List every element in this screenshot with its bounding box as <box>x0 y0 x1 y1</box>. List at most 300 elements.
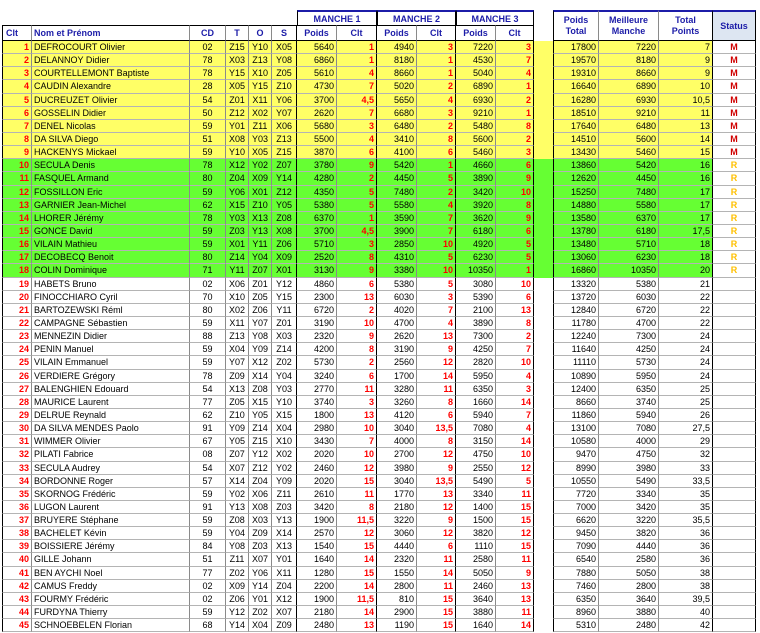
s-cell: Z03 <box>272 501 297 514</box>
cd-cell: 62 <box>190 199 226 212</box>
m3-clt-cell: 8 <box>496 120 534 133</box>
m2-poids-cell: 3190 <box>377 343 417 356</box>
m1-poids-cell: 3420 <box>297 501 337 514</box>
m3-clt-cell: 1 <box>496 107 534 120</box>
m1-poids-cell: 2180 <box>297 606 337 619</box>
m3-clt-cell: 2 <box>496 133 534 146</box>
cd-cell: 78 <box>190 212 226 225</box>
total-points-cell: 24 <box>659 330 713 343</box>
rank-cell: 13 <box>2 199 32 212</box>
m1-poids-cell: 1800 <box>297 409 337 422</box>
m1-clt-cell: 11,5 <box>337 514 377 527</box>
m3-poids-cell: 3920 <box>456 199 496 212</box>
rank-cell: 33 <box>2 462 32 475</box>
total-points-cell: 22 <box>659 291 713 304</box>
m1-poids-cell: 6860 <box>297 54 337 67</box>
rank-cell: 29 <box>2 409 32 422</box>
m3-clt-cell: 4 <box>496 370 534 383</box>
poids-total-cell: 6620 <box>553 514 599 527</box>
m1-poids-cell: 5730 <box>297 356 337 369</box>
rank-cell: 43 <box>2 593 32 606</box>
poids-total-cell: 14880 <box>553 199 599 212</box>
m1-poids-cell: 4200 <box>297 343 337 356</box>
m2-clt-header: Clt <box>417 25 456 41</box>
name-cell: CAMPAGNE Sébastien <box>32 317 190 330</box>
name-cell: BACHELET Kévin <box>32 527 190 540</box>
cd-header: CD <box>190 25 226 41</box>
m3-poids-cell: 5940 <box>456 409 496 422</box>
m2-clt-cell: 12 <box>417 501 456 514</box>
best-manche-cell: 3220 <box>599 514 659 527</box>
poids-total-cell: 10550 <box>553 475 599 488</box>
name-cell: DA SILVA Diego <box>32 133 190 146</box>
m3-clt-cell: 11 <box>496 488 534 501</box>
total-points-cell: 36 <box>659 540 713 553</box>
m1-clt-cell: 2 <box>337 304 377 317</box>
poids-total-cell: 8660 <box>553 396 599 409</box>
m2-clt-cell: 9 <box>417 462 456 475</box>
best-manche-cell: 3740 <box>599 396 659 409</box>
s-cell: Z15 <box>272 146 297 159</box>
m2-clt-cell: 2 <box>417 80 456 93</box>
best-manche-cell: 5730 <box>599 356 659 369</box>
m1-poids-cell: 4860 <box>297 278 337 291</box>
m1-clt-cell: 5 <box>337 186 377 199</box>
m1-poids-cell: 3740 <box>297 396 337 409</box>
o-cell: Z14 <box>249 422 272 435</box>
poids-total-cell: 8960 <box>553 606 599 619</box>
name-cell: FOSSILLON Eric <box>32 186 190 199</box>
m1-clt-cell: 1 <box>337 41 377 54</box>
m2-clt-cell: 14 <box>417 370 456 383</box>
m2-clt-cell: 12 <box>417 448 456 461</box>
m1-clt-cell: 2 <box>337 356 377 369</box>
cd-cell: 84 <box>190 540 226 553</box>
total-points-cell: 9 <box>659 67 713 80</box>
total-points-cell: 24 <box>659 356 713 369</box>
m3-clt-cell: 3 <box>496 41 534 54</box>
o-cell: Y04 <box>249 251 272 264</box>
cd-cell: 59 <box>190 225 226 238</box>
m2-clt-cell: 9 <box>417 343 456 356</box>
rank-cell: 12 <box>2 186 32 199</box>
status-cell: M <box>713 54 756 67</box>
status-cell: R <box>713 225 756 238</box>
cd-cell: 91 <box>190 501 226 514</box>
total-points-cell: 32 <box>659 448 713 461</box>
o-cell: Y07 <box>249 317 272 330</box>
rank-cell: 16 <box>2 238 32 251</box>
poids-total-cell: 7090 <box>553 540 599 553</box>
m1-clt-cell: 10 <box>337 317 377 330</box>
o-cell: Z03 <box>249 540 272 553</box>
m3-poids-cell: 5460 <box>456 146 496 159</box>
m3-clt-header: Clt <box>496 25 534 41</box>
row-gap <box>534 251 553 264</box>
m2-clt-cell: 3 <box>417 41 456 54</box>
name-cell: GILLE Johann <box>32 553 190 566</box>
t-cell: X07 <box>226 462 249 475</box>
s-cell: X15 <box>272 409 297 422</box>
m3-clt-cell: 14 <box>496 396 534 409</box>
s-cell: Z02 <box>272 356 297 369</box>
o-cell: Z02 <box>249 606 272 619</box>
ranking-row <box>2 251 756 264</box>
m2-poids-cell: 3980 <box>377 462 417 475</box>
status-cell: M <box>713 41 756 54</box>
s-cell: Y14 <box>272 172 297 185</box>
m3-poids-cell: 2460 <box>456 580 496 593</box>
m1-clt-cell: 14 <box>337 553 377 566</box>
manche-1-header: MANCHE 1 <box>297 10 377 26</box>
m3-clt-cell: 12 <box>496 527 534 540</box>
t-header: T <box>226 25 249 41</box>
s-cell: Y10 <box>272 396 297 409</box>
best-manche-cell: 6480 <box>599 120 659 133</box>
m1-poids-cell: 2570 <box>297 527 337 540</box>
m1-clt-cell: 14 <box>337 580 377 593</box>
t-cell: Z14 <box>226 251 249 264</box>
m2-clt-cell: 2 <box>417 186 456 199</box>
row-gap <box>534 422 553 435</box>
m3-poids-cell: 3890 <box>456 172 496 185</box>
o-cell: Y06 <box>249 567 272 580</box>
m2-clt-cell: 15 <box>417 606 456 619</box>
o-cell: X04 <box>249 619 272 632</box>
rank-cell: 2 <box>2 54 32 67</box>
ranking-row <box>2 41 756 54</box>
poids-total-cell: 13100 <box>553 422 599 435</box>
rank-cell: 42 <box>2 580 32 593</box>
m2-clt-cell: 13,5 <box>417 475 456 488</box>
m1-clt-header: Clt <box>337 25 377 41</box>
s-cell: X08 <box>272 225 297 238</box>
m3-clt-cell: 4 <box>496 422 534 435</box>
row-gap <box>534 462 553 475</box>
row-gap <box>534 278 553 291</box>
name-cell: BALENGHIEN Edouard <box>32 383 190 396</box>
o-cell: X03 <box>249 514 272 527</box>
t-cell: Y06 <box>226 186 249 199</box>
rank-cell: 1 <box>2 41 32 54</box>
total-points-cell: 14 <box>659 133 713 146</box>
poids-total-cell: 10890 <box>553 370 599 383</box>
m1-poids-cell: 4350 <box>297 186 337 199</box>
row-gap <box>534 120 553 133</box>
o-cell: X02 <box>249 107 272 120</box>
t-cell: Y14 <box>226 619 249 632</box>
row-gap <box>534 567 553 580</box>
m1-poids-cell: 2480 <box>297 619 337 632</box>
row-gap <box>534 80 553 93</box>
m1-poids-cell: 2020 <box>297 448 337 461</box>
m3-poids-cell: 5050 <box>456 567 496 580</box>
ranking-row <box>2 225 756 238</box>
o-cell: Z15 <box>249 435 272 448</box>
ranking-row <box>2 462 756 475</box>
m3-clt-cell: 10 <box>496 448 534 461</box>
m2-clt-cell: 9 <box>417 514 456 527</box>
cd-cell: 59 <box>190 186 226 199</box>
total-points-cell: 36 <box>659 527 713 540</box>
rank-cell: 26 <box>2 370 32 383</box>
total-points-cell: 36 <box>659 553 713 566</box>
t-cell: X08 <box>226 133 249 146</box>
t-cell: X14 <box>226 475 249 488</box>
o-cell: X07 <box>249 553 272 566</box>
cd-cell: 59 <box>190 488 226 501</box>
best-manche-cell: 5490 <box>599 475 659 488</box>
row-gap <box>534 383 553 396</box>
m1-poids-cell: 4730 <box>297 80 337 93</box>
poids-total-cell: 11640 <box>553 343 599 356</box>
total-points-cell: 10 <box>659 80 713 93</box>
total-points-cell: 33 <box>659 462 713 475</box>
m3-poids-cell: 3340 <box>456 488 496 501</box>
s-cell: X06 <box>272 120 297 133</box>
s-cell: Y03 <box>272 383 297 396</box>
ranking-row <box>2 107 756 120</box>
m1-poids-cell: 3870 <box>297 146 337 159</box>
m2-poids-cell: 4120 <box>377 409 417 422</box>
status-cell <box>713 409 756 422</box>
m1-clt-cell: 6 <box>337 278 377 291</box>
m3-clt-cell: 9 <box>496 567 534 580</box>
name-cell: DUCREUZET Olivier <box>32 94 190 107</box>
t-cell: Y09 <box>226 422 249 435</box>
ranking-row <box>2 514 756 527</box>
name-cell: CAMUS Freddy <box>32 580 190 593</box>
name-cell: LUGON Laurent <box>32 501 190 514</box>
name-cell: DA SILVA MENDES Paolo <box>32 422 190 435</box>
m3-poids-cell: 3880 <box>456 606 496 619</box>
s-cell: Z13 <box>272 133 297 146</box>
status-cell: M <box>713 146 756 159</box>
m3-clt-cell: 13 <box>496 304 534 317</box>
o-cell: X12 <box>249 356 272 369</box>
m3-poids-cell: 7300 <box>456 330 496 343</box>
best-manche-cell: 5580 <box>599 199 659 212</box>
total-points-cell: 18 <box>659 238 713 251</box>
ranking-row <box>2 488 756 501</box>
m3-clt-cell: 5 <box>496 251 534 264</box>
status-header-label: Status <box>720 20 748 31</box>
name-cell: DECOBECQ Benoit <box>32 251 190 264</box>
ranking-row <box>2 291 756 304</box>
rank-cell: 30 <box>2 422 32 435</box>
m3-poids-cell: 7080 <box>456 422 496 435</box>
s-cell: Z06 <box>272 238 297 251</box>
m2-poids-cell: 1700 <box>377 370 417 383</box>
poids-total-header <box>553 10 599 41</box>
poids-total-cell: 11860 <box>553 409 599 422</box>
best-manche-cell: 5460 <box>599 146 659 159</box>
rank-cell: 45 <box>2 619 32 632</box>
status-cell <box>713 619 756 632</box>
cd-cell: 59 <box>190 317 226 330</box>
m1-poids-cell: 6370 <box>297 212 337 225</box>
m2-clt-cell: 1 <box>417 54 456 67</box>
o-cell: Y11 <box>249 238 272 251</box>
ranking-row <box>2 80 756 93</box>
name-cell: MAURICE Laurent <box>32 396 190 409</box>
m1-clt-cell: 6 <box>337 370 377 383</box>
m2-clt-cell: 5 <box>417 251 456 264</box>
best-manche-cell: 7220 <box>599 41 659 54</box>
poids-total-cell: 12400 <box>553 383 599 396</box>
m1-poids-cell: 5610 <box>297 67 337 80</box>
m1-poids-cell: 2620 <box>297 107 337 120</box>
m1-clt-cell: 15 <box>337 567 377 580</box>
row-gap <box>534 317 553 330</box>
m1-clt-cell: 4 <box>337 133 377 146</box>
column-header-row <box>2 25 534 41</box>
ranking-row <box>2 264 756 277</box>
t-cell: Z12 <box>226 107 249 120</box>
name-header: Nom et Prénom <box>32 25 190 41</box>
name-cell: DENEL Nicolas <box>32 120 190 133</box>
s-cell: Z12 <box>272 186 297 199</box>
status-cell: M <box>713 94 756 107</box>
m3-clt-cell: 14 <box>496 619 534 632</box>
m2-poids-cell: 4020 <box>377 304 417 317</box>
cd-cell: 80 <box>190 304 226 317</box>
best-manche-header-line1: Meilleure <box>608 15 648 25</box>
rank-cell: 22 <box>2 317 32 330</box>
best-manche-cell: 5710 <box>599 238 659 251</box>
total-points-cell: 24 <box>659 370 713 383</box>
cd-cell: 02 <box>190 278 226 291</box>
row-gap <box>534 172 553 185</box>
o-cell: Z09 <box>249 527 272 540</box>
o-cell: Y01 <box>249 593 272 606</box>
ranking-row <box>2 527 756 540</box>
o-cell: X14 <box>249 370 272 383</box>
rank-cell: 24 <box>2 343 32 356</box>
total-points-cell: 7 <box>659 41 713 54</box>
row-gap <box>534 225 553 238</box>
o-cell: Z13 <box>249 54 272 67</box>
t-cell: X12 <box>226 159 249 172</box>
cd-cell: 62 <box>190 409 226 422</box>
ranking-row <box>2 567 756 580</box>
m2-poids-cell: 3220 <box>377 514 417 527</box>
m3-poids-cell: 1660 <box>456 396 496 409</box>
poids-total-cell: 6540 <box>553 553 599 566</box>
o-cell: Y02 <box>249 159 272 172</box>
s-cell: X10 <box>272 435 297 448</box>
m3-poids-cell: 6350 <box>456 383 496 396</box>
total-points-cell: 18 <box>659 251 713 264</box>
m3-clt-cell: 5 <box>496 475 534 488</box>
m2-poids-cell: 4450 <box>377 172 417 185</box>
m3-clt-cell: 14 <box>496 435 534 448</box>
s-cell: X09 <box>272 251 297 264</box>
m1-poids-cell: 3780 <box>297 159 337 172</box>
m2-clt-cell: 3 <box>417 291 456 304</box>
status-cell <box>713 553 756 566</box>
name-cell: BEN AYCHI Noel <box>32 567 190 580</box>
o-cell: Z04 <box>249 475 272 488</box>
rank-cell: 5 <box>2 94 32 107</box>
m1-poids-cell: 1540 <box>297 540 337 553</box>
poids-total-cell: 18510 <box>553 107 599 120</box>
m2-clt-cell: 8 <box>417 396 456 409</box>
ranking-row <box>2 199 756 212</box>
status-cell: M <box>713 67 756 80</box>
total-points-cell: 27,5 <box>659 422 713 435</box>
poids-total-cell: 15250 <box>553 186 599 199</box>
t-cell: X01 <box>226 238 249 251</box>
m1-poids-cell: 2980 <box>297 422 337 435</box>
rank-cell: 39 <box>2 540 32 553</box>
m2-clt-cell: 12 <box>417 356 456 369</box>
m2-clt-cell: 8 <box>417 133 456 146</box>
cd-cell: 51 <box>190 553 226 566</box>
m3-clt-cell: 1 <box>496 80 534 93</box>
m1-poids-cell: 3130 <box>297 264 337 277</box>
o-cell: X09 <box>249 172 272 185</box>
s-cell: X13 <box>272 540 297 553</box>
m3-poids-cell: 2550 <box>456 462 496 475</box>
cd-cell: 67 <box>190 435 226 448</box>
total-points-cell: 22 <box>659 317 713 330</box>
m2-clt-cell: 10 <box>417 264 456 277</box>
t-cell: Y02 <box>226 488 249 501</box>
m2-poids-cell: 4310 <box>377 251 417 264</box>
m2-poids-cell: 2620 <box>377 330 417 343</box>
m1-clt-cell: 7 <box>337 107 377 120</box>
cd-cell: 59 <box>190 120 226 133</box>
m1-clt-cell: 12 <box>337 527 377 540</box>
best-manche-cell: 4440 <box>599 540 659 553</box>
o-cell: Y14 <box>249 580 272 593</box>
ranking-row <box>2 133 756 146</box>
best-manche-cell: 2480 <box>599 619 659 632</box>
cd-cell: 78 <box>190 54 226 67</box>
name-cell: VERDIERE Grégory <box>32 370 190 383</box>
poids-total-cell: 7460 <box>553 580 599 593</box>
row-gap <box>534 448 553 461</box>
row-gap <box>534 593 553 606</box>
status-cell: R <box>713 212 756 225</box>
best-manche-cell: 4700 <box>599 317 659 330</box>
poids-total-cell: 13580 <box>553 212 599 225</box>
m3-poids-cell: 5040 <box>456 67 496 80</box>
rank-cell: 11 <box>2 172 32 185</box>
cd-cell: 02 <box>190 580 226 593</box>
status-cell <box>713 422 756 435</box>
cd-cell: 50 <box>190 107 226 120</box>
best-manche-cell: 3340 <box>599 488 659 501</box>
m1-clt-cell: 8 <box>337 343 377 356</box>
best-manche-cell: 6890 <box>599 80 659 93</box>
m2-poids-cell: 6030 <box>377 291 417 304</box>
m1-clt-cell: 10 <box>337 422 377 435</box>
t-cell: Y15 <box>226 67 249 80</box>
best-manche-cell: 7480 <box>599 186 659 199</box>
cd-cell: 54 <box>190 383 226 396</box>
status-cell <box>713 291 756 304</box>
m3-poids-cell: 1640 <box>456 619 496 632</box>
m1-clt-cell: 15 <box>337 540 377 553</box>
poids-total-cell: 13860 <box>553 159 599 172</box>
total-points-cell: 20 <box>659 264 713 277</box>
s-cell: Z10 <box>272 80 297 93</box>
t-cell: X10 <box>226 291 249 304</box>
cd-cell: 59 <box>190 146 226 159</box>
poids-total-cell: 8990 <box>553 462 599 475</box>
